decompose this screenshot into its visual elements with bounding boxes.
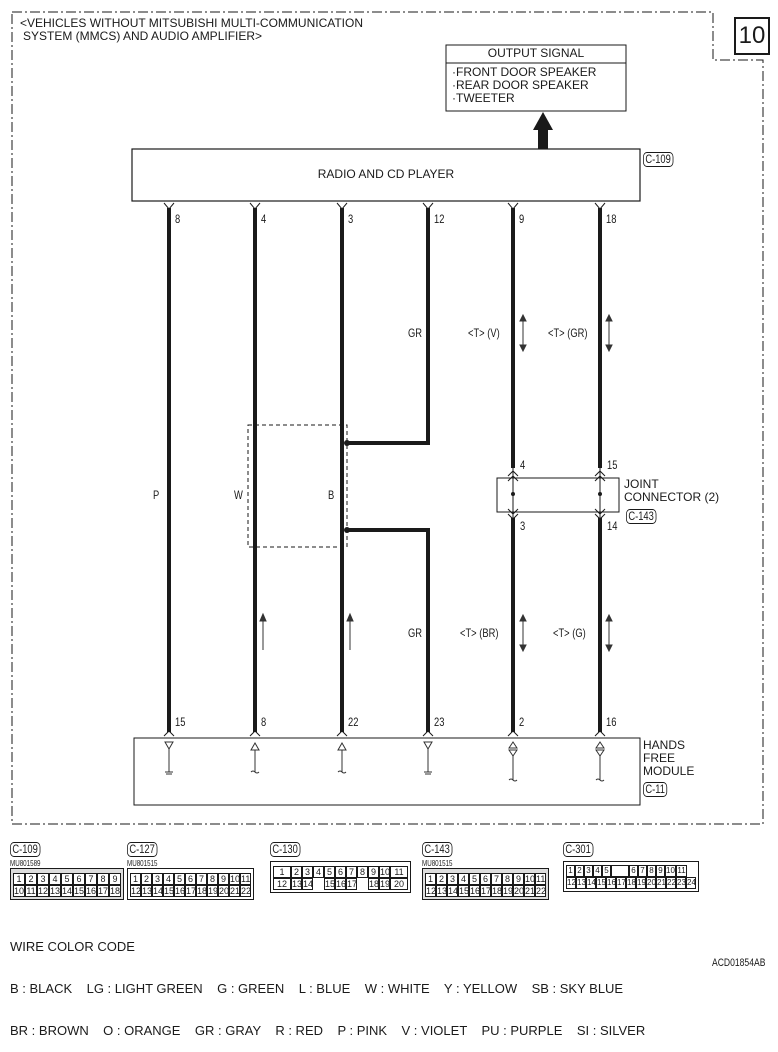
connector-row-1	[273, 866, 408, 878]
hfm-connector-tag	[643, 780, 674, 798]
connector-view-name: C-143	[422, 842, 452, 857]
pin-cell: 7	[638, 865, 647, 877]
legend-title: WIRE COLOR CODE	[10, 939, 135, 954]
connector-face	[10, 868, 124, 900]
wire-color-label: W	[234, 488, 243, 502]
pin-cell: 2	[291, 866, 302, 878]
joint-pin: 14	[607, 519, 618, 533]
pin-cell: 11	[677, 866, 686, 875]
pin-cell: 2	[575, 865, 584, 877]
joint-connector-line2: CONNECTOR (2)	[624, 490, 720, 504]
wire-color-legend	[10, 912, 645, 1052]
pin-cell: 2	[25, 873, 37, 885]
pin-cell: 7	[346, 866, 357, 878]
connector-view-c-130	[270, 840, 411, 893]
hfm-line1: HANDS	[643, 738, 686, 752]
pin-cell: 3	[152, 873, 163, 885]
hfm-pin: 2	[519, 715, 525, 729]
pin-cell: 5	[469, 873, 480, 885]
pin-cell: 23	[677, 878, 686, 887]
connector-part-number: MU801515	[127, 859, 158, 868]
pin-cell: 6	[335, 866, 346, 878]
pin-cell: 8	[357, 866, 368, 878]
pin-cell: 20	[390, 878, 408, 890]
connector-face	[422, 868, 549, 900]
pin-cell: 13	[577, 878, 586, 887]
pin-cell: 11	[241, 874, 251, 884]
pin-cell: 1	[273, 866, 291, 878]
radio-pin: 8	[175, 212, 181, 226]
connector-row-2	[13, 885, 121, 897]
hfm-line3: MODULE	[643, 764, 695, 778]
pin-cell: 2	[436, 873, 447, 885]
wire-color-label: <T> (G)	[553, 626, 586, 640]
radio-pin: 4	[261, 212, 267, 226]
pin-cell: 4	[49, 873, 61, 885]
radio-pin: 9	[519, 212, 525, 226]
pin-cell: 11	[26, 886, 36, 896]
pin-cell: 10	[525, 874, 536, 884]
pin-cell: 20	[514, 886, 525, 896]
page-number: 10	[738, 22, 766, 49]
pin-cell: 12	[38, 886, 49, 896]
pin-cell: 8	[97, 873, 109, 885]
pin-cell: 13	[437, 886, 448, 896]
pin-cell: 16	[86, 886, 97, 896]
pin-cell: 5	[324, 866, 335, 878]
pin-cell: 22	[536, 886, 547, 896]
pin-cell: 20	[219, 886, 230, 896]
pin-cell: 4	[593, 865, 602, 877]
pin-cell: 17	[481, 886, 492, 896]
output-item-front-door-speaker: ·FRONT DOOR SPEAKER	[452, 65, 597, 79]
pin-cell: 5	[602, 865, 611, 877]
pin-cell: 19	[637, 878, 646, 887]
pin-cell-lock	[611, 865, 629, 877]
pin-cell: 12	[567, 878, 576, 887]
pin-cell: 2	[141, 873, 152, 885]
output-signal-list	[452, 66, 596, 105]
pin-cell: 18	[110, 886, 121, 896]
connector-view-name: C-130	[270, 842, 300, 857]
pin-cell: 8	[207, 873, 218, 885]
connector-view-c-109	[10, 840, 124, 900]
pin-cell: 16	[336, 879, 347, 889]
wire-color-label: <T> (GR)	[548, 326, 588, 340]
pin-cell: 15	[459, 886, 470, 896]
output-signal-title: OUTPUT SIGNAL	[487, 46, 585, 60]
wire-color-label: <T> (V)	[468, 326, 500, 340]
pin-cell: 21	[657, 878, 666, 887]
pin-cell: 15	[164, 886, 175, 896]
radio-pin: 3	[348, 212, 354, 226]
pin-cell: 7	[196, 873, 207, 885]
pin-cell: 12	[426, 886, 437, 896]
pin-cell: 6	[185, 873, 196, 885]
pin-cell: 17	[347, 879, 358, 889]
pin-cell-empty	[357, 878, 368, 890]
hfm-pin: 22	[348, 715, 359, 729]
pin-cell: 19	[208, 886, 219, 896]
pin-cell: 14	[448, 886, 459, 896]
connector-c-11: C-11	[643, 782, 667, 797]
connector-view-c-143	[422, 840, 549, 900]
condition-label	[20, 17, 363, 43]
connector-row-2	[425, 885, 546, 897]
pin-cell: 6	[73, 873, 85, 885]
hfm-pin: 15	[175, 715, 186, 729]
pin-cell: 9	[368, 866, 379, 878]
pin-cell: 9	[656, 865, 665, 877]
pin-cell: 17	[98, 886, 109, 896]
pin-cell: 3	[302, 866, 313, 878]
radio-pin: 18	[606, 212, 617, 226]
hfm-pin: 23	[434, 715, 445, 729]
pin-cell: 22	[667, 878, 676, 887]
pin-cell: 15	[597, 878, 606, 887]
connector-view-c-127	[127, 840, 254, 900]
pin-cell: 9	[513, 873, 524, 885]
pin-cell: 14	[587, 878, 596, 887]
condition-line-1: <VEHICLES WITHOUT MITSUBISHI MULTI-COMMUNICATION	[20, 16, 364, 30]
pin-cell: 22	[241, 886, 252, 896]
pin-cell: 18	[492, 886, 503, 896]
pin-cell: 1	[566, 865, 575, 877]
hfm-line2: FREE	[643, 751, 676, 765]
pin-cell: 19	[380, 879, 391, 889]
pin-cell: 1	[130, 873, 141, 885]
wire-color-label: P	[153, 488, 160, 502]
pin-cell: 10	[666, 866, 675, 875]
joint-pin: 3	[520, 519, 526, 533]
pin-cell: 3	[37, 873, 49, 885]
connector-view-name: C-301	[563, 842, 593, 857]
pin-cell: 3	[447, 873, 458, 885]
joint-connector-label	[624, 478, 719, 504]
connector-view-c-301	[563, 840, 699, 892]
radio-cd-player-label: RADIO AND CD PLAYER	[317, 167, 455, 181]
legend-line-2: BR : BROWN O : ORANGE GR : GRAY R : RED P : PINK V : VIOLET PU : PURPLE SI : SILVER	[10, 1023, 646, 1038]
pin-cell: 21	[230, 886, 241, 896]
pin-cell: 17	[186, 886, 197, 896]
wire-color-label: B	[328, 488, 335, 502]
pin-cell: 15	[325, 879, 336, 889]
legend-line-1: B : BLACK LG : LIGHT GREEN G : GREEN L : BLUE W : WHITE Y : YELLOW SB : SKY BLUE	[10, 981, 624, 996]
pin-cell: 14	[62, 886, 73, 896]
pin-cell: 6	[480, 873, 491, 885]
connector-part-number: MU801589	[10, 859, 41, 868]
pin-cell: 20	[647, 878, 656, 887]
connector-c-109: C-109	[643, 152, 673, 167]
connector-c-143: C-143	[626, 509, 656, 524]
pin-cell: 16	[470, 886, 481, 896]
hfm-pin: 8	[261, 715, 267, 729]
pin-cell: 18	[627, 878, 636, 887]
pin-cell: 18	[369, 879, 380, 889]
pin-cell: 12	[273, 878, 291, 890]
pin-cell: 1	[13, 873, 25, 885]
connector-view-name: C-109	[10, 842, 40, 857]
pin-cell: 8	[647, 865, 656, 877]
pin-cell: 17	[617, 878, 626, 887]
pin-cell: 6	[629, 865, 638, 877]
pin-cell: 14	[153, 886, 164, 896]
pin-cell: 10	[230, 874, 241, 884]
pin-cell: 9	[218, 873, 229, 885]
connector-row-2	[273, 878, 408, 890]
condition-line-2: SYSTEM (MMCS) AND AUDIO AMPLIFIER>	[23, 29, 263, 43]
pin-cell: 13	[142, 886, 153, 896]
pin-cell: 12	[131, 886, 142, 896]
pin-cell: 14	[303, 879, 314, 889]
connector-row-1	[13, 873, 121, 885]
pin-cell: 4	[458, 873, 469, 885]
joint-pin: 4	[520, 458, 526, 472]
pin-cell: 18	[197, 886, 208, 896]
pin-cell-empty	[313, 878, 324, 890]
pin-cell: 5	[174, 873, 185, 885]
connector-part-number: MU801515	[422, 859, 453, 868]
connector-row-2	[130, 885, 251, 897]
connector-face	[563, 861, 699, 892]
wire-color-label: <T> (BR)	[460, 626, 499, 640]
pin-cell: 15	[74, 886, 85, 896]
pin-cell: 1	[425, 873, 436, 885]
radio-connector-tag	[643, 150, 682, 168]
pin-cell: 19	[503, 886, 514, 896]
pin-cell: 7	[85, 873, 97, 885]
connector-row-1	[566, 865, 696, 877]
pin-cell: 16	[607, 878, 616, 887]
joint-pin: 15	[607, 458, 618, 472]
pin-cell: 8	[502, 873, 513, 885]
pin-cell: 21	[525, 886, 536, 896]
pin-cell: 3	[584, 865, 593, 877]
output-item-tweeter: ·TWEETER	[452, 91, 515, 105]
pin-cell: 16	[175, 886, 186, 896]
connector-face	[127, 868, 254, 900]
figure-id: ACD01854AB	[712, 957, 766, 969]
pin-cell: 4	[163, 873, 174, 885]
wire-color-label: GR	[408, 326, 423, 340]
pin-cell: 7	[491, 873, 502, 885]
pin-cell: 13	[50, 886, 61, 896]
connector-view-name: C-127	[127, 842, 157, 857]
pin-cell: 4	[313, 866, 324, 878]
hfm-pin: 16	[606, 715, 617, 729]
pin-cell: 24	[687, 878, 696, 887]
pin-cell: 9	[109, 873, 121, 885]
pin-cell: 13	[292, 879, 303, 889]
wire-color-label: GR	[408, 626, 423, 640]
connector-row-1	[130, 873, 251, 885]
pin-cell: 5	[61, 873, 73, 885]
hands-free-module-label	[643, 739, 694, 778]
pin-cell: 10	[380, 867, 391, 877]
connector-row-2	[566, 877, 696, 889]
joint-connector-line1: JOINT	[624, 477, 659, 491]
pin-cell: 11	[536, 874, 546, 884]
connector-row-1	[425, 873, 546, 885]
radio-pin: 12	[434, 212, 445, 226]
pin-cell: 10	[14, 886, 25, 896]
output-item-rear-door-speaker: ·REAR DOOR SPEAKER	[452, 78, 589, 92]
pin-cell: 11	[390, 866, 408, 878]
joint-connector-tag	[626, 507, 665, 525]
connector-face	[270, 861, 411, 893]
